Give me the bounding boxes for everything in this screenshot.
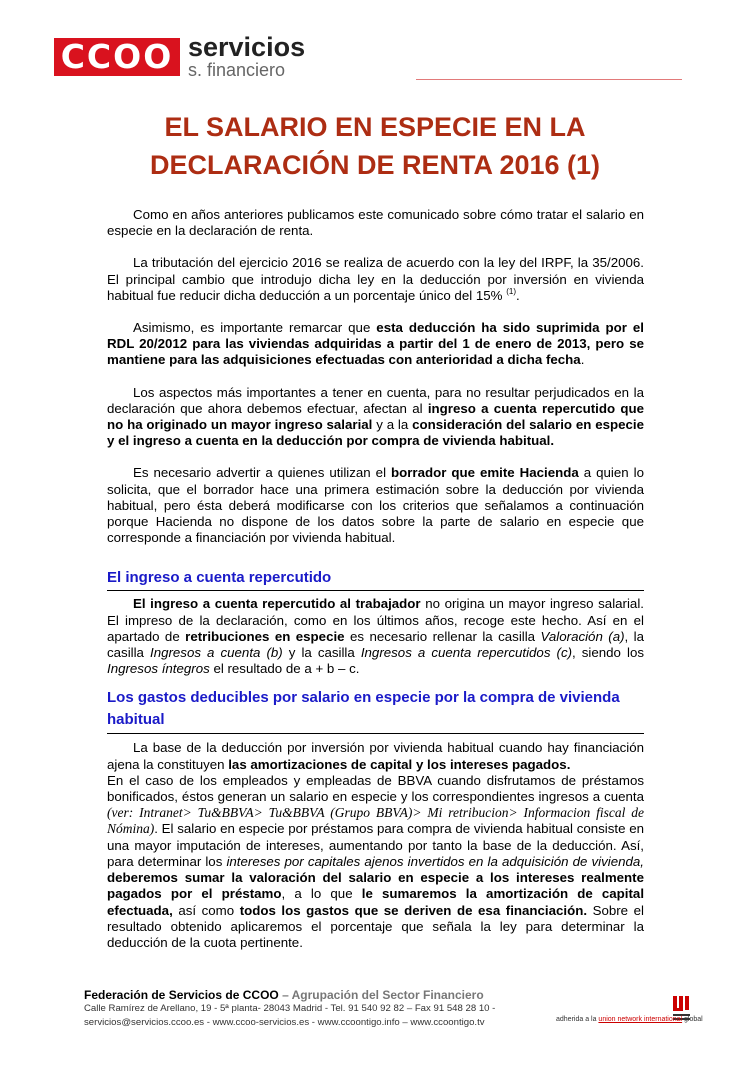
s2p2-f: deberemos sumar la valoración del salario en especie a los intereses realmente pagados por el préstamo (107, 870, 644, 902)
footer-org: Federación de Servicios de CCOO (84, 988, 279, 1002)
s1-f: , la casilla (107, 628, 645, 661)
p4-d: consideración del salario en especie y el ingreso a cuenta en la deducción por compra de vivienda habitual. (107, 417, 644, 449)
s2p2-path: (ver: Intranet> Tu&BBVA> Tu&BBVA (Grupo BBVA)> Mi retribucion> Informacion fiscal de Nómina) (107, 805, 644, 837)
section-heading-ingreso: El ingreso a cuenta repercutido (107, 568, 644, 591)
s1-c: retribuciones en especie (185, 628, 345, 644)
footer-contacts: servicios@servicios.ccoo.es - www.ccoo-servicios.es - www.ccoontigo.info – www.ccoontigo.tv (84, 1017, 485, 1028)
intro-paragraph-3 (107, 320, 644, 369)
p5-a: Es necesario advertir a quienes utilizan el (133, 465, 391, 481)
section2-paragraph-1 (107, 740, 644, 772)
s2p2-d: intereses por capitales ajenos invertidos en la adquisición de vivienda, (226, 853, 644, 869)
intro-paragraph-5 (107, 465, 644, 546)
p3-c: . (580, 352, 585, 368)
p2-end: . (515, 287, 520, 303)
s1-g: Ingresos a cuenta (b) (150, 645, 283, 661)
title-line-1: EL SALARIO EN ESPECIE EN LA (164, 112, 586, 142)
ccoo-logo (54, 34, 334, 82)
s2p2-i: así como (172, 902, 240, 918)
intro-paragraph-4 (107, 385, 644, 450)
p4-a: Los aspectos más importantes a tener en cuenta, para no resultar perjudicados en la declaración que ahora debemos efectuar, afectan al (107, 384, 644, 416)
p3-b: esta deducción ha sido suprimida por el RDL 20/2012 para las viviendas adquiridas a partir del 1 de enero de 2013, pero se mantiene para las adquisiciones efectuadas con anterioridad a dicha fecha (107, 320, 644, 368)
p2-text: La tributación del ejercicio 2016 se realiza de acuerdo con la ley del IRPF, la 35/2006. El principal cambio que introdujo dicha ley en la deducción por inversión en vivienda habitual fue reducir dicha deducción a un porcentaje único del 15% (107, 255, 644, 303)
section-heading-gastos: Los gastos deducibles por salario en especie por la compra de vivienda habitual (107, 687, 644, 734)
section1-paragraph (107, 596, 644, 677)
s2p2-j: todos los gastos que se deriven de esa financiación. (239, 902, 588, 918)
s1-i: Ingresos a cuenta repercutidos (c) (360, 645, 573, 661)
logo-mark-text: CCOO (60, 37, 174, 76)
logo-word-financiero: s. financiero (188, 60, 286, 80)
s1-k: Ingresos íntegros (107, 661, 210, 677)
uni-link[interactable]: union network international (598, 1016, 683, 1023)
s1-l: el resultado de a + b – c. (209, 661, 360, 677)
document-body (107, 207, 644, 951)
footer-address: Calle Ramírez de Arellano, 19 - 5ª planta- 28043 Madrid - Tel. 91 540 92 82 – Fax 91 548 28 10 - (84, 1003, 496, 1014)
footer-organization (84, 988, 684, 1002)
footer-sep: – (278, 988, 292, 1002)
page-title (60, 108, 690, 184)
page-footer (84, 988, 684, 1030)
s2p1-a: La base de la deducción por inversión por vivienda habitual cuando hay financiación ajena la constituyen (107, 740, 644, 772)
adherida-pre: adherida a la (556, 1016, 599, 1023)
footer-group: Agrupación del Sector Financiero (291, 988, 484, 1002)
intro-paragraph-1: Como en años anteriores publicamos este comunicado sobre cómo tratar el salario en especie en la declaración de renta. (107, 207, 644, 239)
intro-paragraph-2 (107, 255, 644, 304)
adherida-post: global (682, 1016, 703, 1023)
s1-b: no origina un mayor ingreso salarial. El impreso de la declaración, como en los últimos años, recoge este hecho. Así en el apartado de (107, 596, 644, 644)
s2p2-g: , a lo que (281, 886, 362, 902)
s1-e: Valoración (a) (540, 628, 625, 644)
p4-b: ingreso a cuenta repercutido que no ha originado un mayor ingreso salarial (107, 400, 645, 433)
s1-a: El ingreso a cuenta repercutido al trabajador (133, 596, 421, 612)
s1-d: es necesario rellenar la casilla (344, 628, 541, 644)
p3-a: Asimismo, es importante remarcar que (133, 320, 377, 336)
p5-b: borrador que emite Hacienda (390, 465, 579, 481)
p5-c: a quien lo solicita, que el borrador hace una primera estimación sobre la deducción por vivienda habitual, pero ésta deberá modificarse con los criterios que señalamos a continuación porque Hacienda no dispone de los datos sobre la parte de salario en especie que corresponde a financiación por vivienda habitual. (107, 465, 644, 546)
section2-paragraph-2 (107, 773, 644, 951)
header-divider (416, 79, 682, 80)
s2p2-h: le sumaremos la amortización de capital efectuada, (107, 886, 645, 918)
s2p2-k: Sobre el resultado obtenido aplicaremos el porcentaje que señala la ley para determinar la deducción de la cuota pertinente. (107, 902, 644, 950)
logo-word-servicios: servicios (188, 32, 306, 62)
ccoo-logo-mark (54, 38, 180, 76)
s2p2-c: . El salario en especie por préstamos para compra de vivienda habitual consiste en una mayor imputación de intereses, aumentando por tanto la base de la deducción. Así, para determinar los (107, 821, 644, 869)
p4-c: y a la (372, 417, 413, 433)
footnote-ref: (1) (506, 286, 516, 296)
uni-affiliation-note (556, 1016, 703, 1023)
title-line-2: DECLARACIÓN DE RENTA 2016 (1) (149, 150, 601, 180)
s1-h: y la casilla (282, 645, 361, 661)
s1-j: , siendo los (572, 645, 644, 661)
s2p1-b: las amortizaciones de capital y los intereses pagados. (228, 756, 571, 772)
s2p2-a: En el caso de los empleados y empleadas de BBVA cuando disfrutamos de préstamos bonificados, éstos generan un salario en especie y los correspondientes ingresos a cuenta (107, 772, 644, 805)
